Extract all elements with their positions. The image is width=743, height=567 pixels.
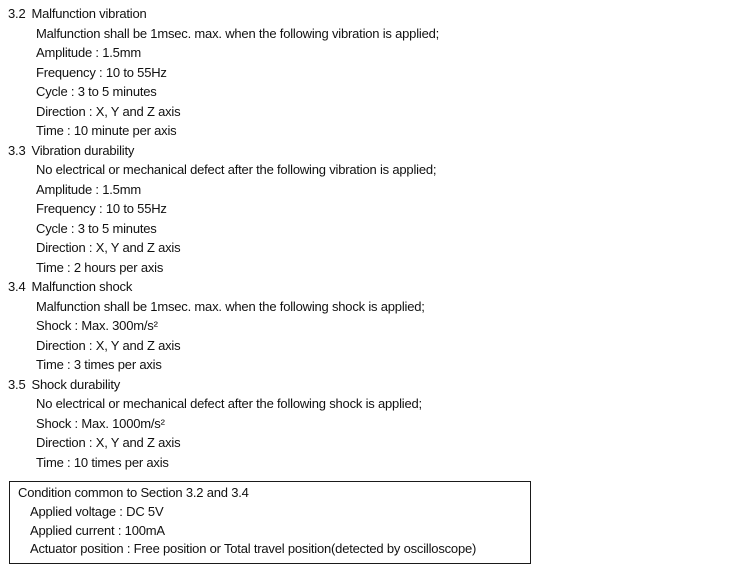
spec-line: Direction : X, Y and Z axis [36, 240, 181, 255]
spec-line: Direction : X, Y and Z axis [36, 103, 181, 119]
spec-line: Cycle : 3 to 5 minutes [36, 84, 157, 99]
section-number: 3.2 [8, 6, 26, 21]
spec-line: Direction : X, Y and Z axis [36, 435, 181, 450]
spec-line: Time : 10 times per axis [36, 454, 169, 470]
spec-line: Time : 2 hours per axis [36, 259, 164, 275]
spec-line: Frequency : 10 to 55Hz [36, 201, 167, 216]
condition-line: Actuator position : Free position or Total travel position(detected by oscilloscope) [30, 541, 477, 557]
section-shock-durability [8, 375, 743, 473]
spec-line: Time : 3 times per axis [36, 357, 162, 372]
condition-box [9, 481, 531, 564]
condition-line: Applied current : 100mA [30, 522, 165, 538]
section-heading [8, 277, 743, 297]
section-title: Malfunction shock [31, 279, 133, 294]
section-vibration-durability [8, 141, 743, 278]
section-title: Shock durability [31, 376, 121, 392]
spec-line: Direction : X, Y and Z axis [36, 337, 181, 353]
section-malfunction-vibration [8, 4, 743, 141]
section-number: 3.4 [8, 279, 26, 294]
spec-line: Shock : Max. 1000m/s² [36, 415, 165, 431]
spec-line: No electrical or mechanical defect after the following shock is applied; [36, 396, 422, 411]
section-title: Vibration durability [31, 142, 135, 158]
spec-line: Amplitude : 1.5mm [36, 45, 141, 60]
section-heading [8, 141, 743, 161]
spec-line: Cycle : 3 to 5 minutes [36, 220, 157, 236]
condition-box-title: Condition common to Section 3.2 and 3.4 [18, 485, 249, 500]
spec-line: No electrical or mechanical defect after the following vibration is applied; [36, 162, 437, 177]
section-number: 3.5 [8, 376, 26, 392]
spec-line: Time : 10 minute per axis [36, 123, 177, 138]
section-heading [8, 375, 743, 395]
spec-line: Amplitude : 1.5mm [36, 181, 141, 197]
spec-line: Malfunction shall be 1msec. max. when the following vibration is applied; [36, 25, 440, 41]
section-malfunction-shock [8, 277, 743, 375]
condition-line: Applied voltage : DC 5V [30, 503, 164, 519]
spec-line: Frequency : 10 to 55Hz [36, 64, 167, 80]
spec-line: Shock : Max. 300m/s² [36, 318, 158, 333]
spec-line: Malfunction shall be 1msec. max. when the following shock is applied; [36, 298, 425, 314]
section-heading [8, 4, 743, 24]
section-title: Malfunction vibration [31, 6, 147, 21]
section-number: 3.3 [8, 142, 26, 158]
